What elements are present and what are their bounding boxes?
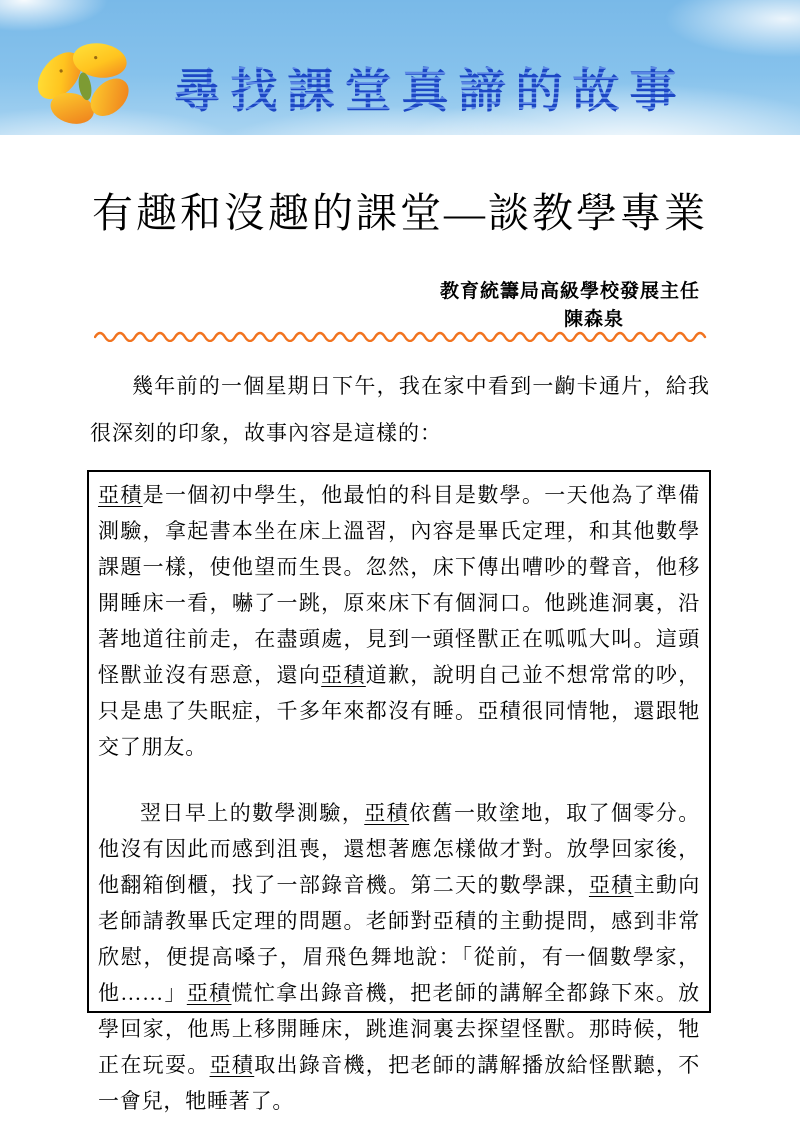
- author-block: [0, 278, 800, 334]
- author-name: 陳森泉: [563, 309, 624, 330]
- banner-title: [0, 54, 800, 121]
- story-text: 是一個初中學生，他最怕的科目是數學。一天他為了準備測驗，拿起書本坐在床上溫習，內容是畢氏定理，和其他數學課題一樣，使他望而生畏。忽然，床下傳出嘈吵的聲音，他移開睡床一看，嚇了一跳，原來床下有個洞口。他跳進洞裏，沿著地道往前走，在盡頭處，見到一頭怪獸正在呱呱大叫。這頭怪獸並沒有惡意，還向: [98, 483, 700, 687]
- character-name-underlined: 亞積: [209, 1053, 255, 1077]
- article-title: 有趣和沒趣的課堂—談教學專業: [92, 190, 708, 236]
- story-text: 主動向老師請教畢氏定理的問題。老師對亞積的主動提問，感到非常欣慰，便提高嗓子，眉飛色舞地說：「從前，有一個數學家，他……」: [98, 873, 700, 1005]
- character-name-underlined: 亞積: [321, 663, 366, 687]
- wavy-divider: [94, 328, 708, 342]
- story-text: 道歉，說明自己並不想常常的吵，只是患了失眠症，千多年來都沒有睡。亞積很同情牠，還跟牠交了朋友。: [98, 663, 701, 759]
- story-paragraph: [98, 477, 700, 765]
- story-text: 依舊一敗塗地，取了個零分。他沒有因此而感到沮喪，還想著應怎樣做才對。放學回家後，他翻箱倒櫃，找了一部錄音機。第二天的數學課，: [98, 801, 701, 897]
- character-name-underlined: 亞積: [98, 483, 143, 507]
- author-title: 教育統籌局高級學校發展主任: [439, 281, 700, 302]
- banner: [0, 0, 800, 135]
- story-text: 取出錄音機，把老師的講解播放給怪獸聽，不一會兒，牠睡著了。: [98, 1053, 701, 1113]
- story-text: 翌日早上的數學測驗，: [140, 801, 365, 825]
- story-box: [87, 470, 711, 1113]
- story-paragraph: [98, 795, 700, 1119]
- character-name-underlined: 亞積: [364, 801, 410, 825]
- character-name-underlined: 亞積: [186, 981, 232, 1005]
- intro-paragraph: 幾年前的一個星期日下午，我在家中看到一齣卡通片，給我很深刻的印象，故事內容是這樣的：: [90, 374, 710, 445]
- character-name-underlined: 亞積: [588, 873, 634, 897]
- story-text: 慌忙拿出錄音機，把老師的講解全都錄下來。放學回家，他馬上移開睡床，跳進洞裏去探望怪獸。那時候，牠正在玩耍。: [98, 981, 700, 1077]
- banner-title-text: 尋找課堂真諦的故事: [173, 64, 687, 117]
- wavy-divider-path: [95, 333, 705, 341]
